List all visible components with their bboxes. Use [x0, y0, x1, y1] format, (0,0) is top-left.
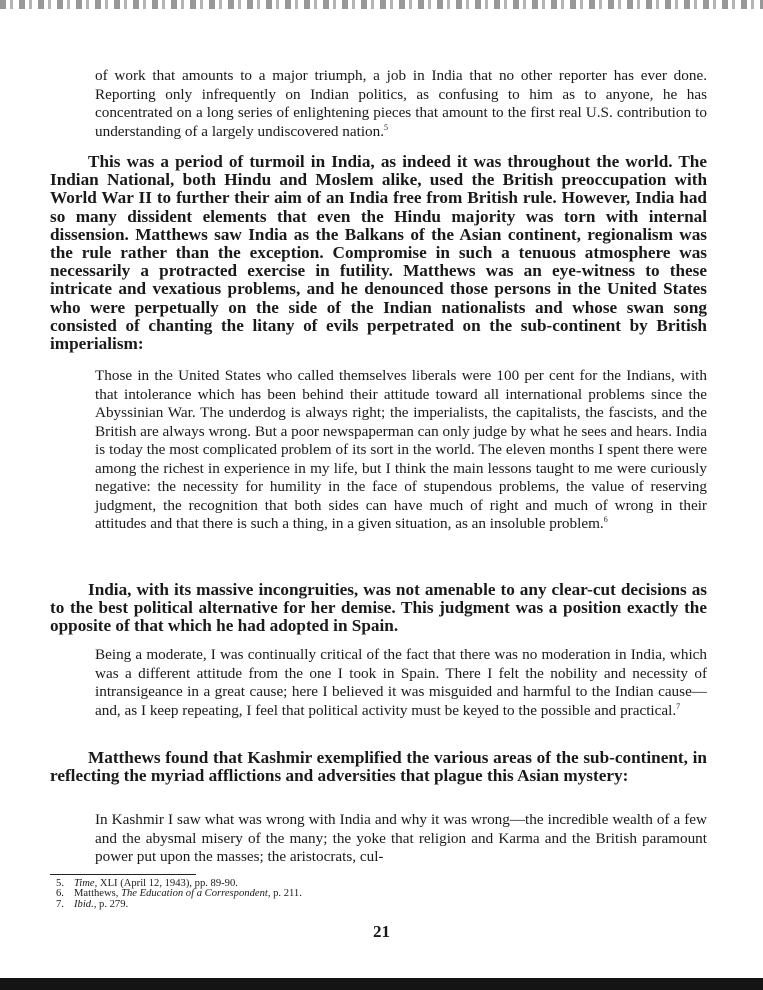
footnote-detail: XLI (April 12, 1943), pp. 89-90. — [97, 878, 238, 889]
footnote-number: 6. — [56, 888, 64, 900]
body-paragraph: Matthews found that Kashmir exemplified the various areas of the sub-continent, in reflecting the myriad afflictions and adversities that plague this Asian mystery: — [50, 748, 707, 786]
footnote-ref: 6 — [603, 515, 608, 524]
footnote — [56, 900, 456, 910]
footnote-author: Matthews, — [74, 888, 122, 900]
footnote-divider — [50, 874, 196, 875]
body-paragraph: This was a period of turmoil in India, as indeed it was throughout the world. The Indian National, both Hindu and Moslem alike, used the British preoccupation with World War II to further their aim of an India free from British rule. However, India had so many dissident elements that even the Hindu majority was torn with internal dissension. Matthews saw India as the Balkans of the Asian continent, regionalism was the rule rather than the exception. Compromise in such a tenuous atmosphere was necessarily a protracted exercise in futility. Matthews was an eye-witness to these intricate and vexatious problems, and he denounced those persons in the United States who were perpetually on the side of the Indian nationalists and whose swan song consisted of chanting the litany of evils perpetrated on the sub-continent by British imperialism: — [50, 152, 707, 354]
scan-edge-bottom — [0, 978, 763, 990]
quote-text: Being a moderate, I was continually critical of the fact that there was no moderation in India, which was a different attitude from the one I took in Spain. There I felt the nobility and necessity of intransigeance in a great cause; here I believed it was misguided and harmful to the Indian cause—and, as I keep repeating, I feel that political activity must be keyed to the possible and practical. — [95, 646, 707, 719]
footnote-detail: p. 279. — [96, 898, 129, 910]
footnote-detail: p. 211. — [270, 888, 302, 900]
footnotes — [56, 879, 456, 910]
quote-continuation — [95, 67, 707, 141]
scan-edge-top — [0, 0, 763, 9]
footnote-title: The Education of a Correspondent, — [121, 888, 271, 900]
footnote-title: Ibid., — [74, 898, 97, 910]
footnote-number: 5. — [56, 878, 64, 889]
quote-text: Those in the United States who called themselves liberals were 100 per cent for the Indians, with that intolerance which has been behind their attitude toward all international problems since the Abyssinian War. The underdog is always right; the imperialists, the capitalists, the fascists, and the British are always wrong. But a poor newspaperman can only judge by what he sees and hears. India is today the most complicated problem of its sort in the world. The eleven months I spent there were among the richest in experience in my life, but I think the main lessons taught to me were curiously negative: the necessity for humility in the face of stupendous problems, the value of reserving judgment, the recognition that both sides can have much of right and much of wrong in their attitudes and that there is such a thing, in a given situation, as an insoluble problem. — [95, 367, 707, 532]
block-quote — [95, 646, 707, 720]
quote-text: of work that amounts to a major triumph, a job in India that no other reporter has ever done. Reporting only infrequently on Indian politics, as confusing to him as to anyone, he has concentrated on a long series of enlightening pieces that amount to the first real U.S. contribution to understanding of a largely undiscovered nation. — [95, 67, 707, 140]
footnote-title: Time, — [74, 878, 98, 889]
block-quote: In Kashmir I saw what was wrong with India and why it was wrong—the incredible wealth of a few and the abysmal misery of the many; the yoke that religion and Karma and the British paramount power put upon the masses; the aristocrats, cul- — [95, 811, 707, 865]
footnote-number: 7. — [56, 898, 64, 910]
footnote-ref: 5 — [384, 122, 389, 132]
footnote-ref: 7 — [676, 701, 681, 711]
page-number: 21 — [373, 922, 390, 941]
body-paragraph: India, with its massive incongruities, was not amenable to any clear-cut decisions as to the best political alternative for her demise. This judgment was a position exactly the opposite of that which he had adopted in Spain. — [50, 580, 707, 636]
block-quote — [95, 367, 707, 534]
